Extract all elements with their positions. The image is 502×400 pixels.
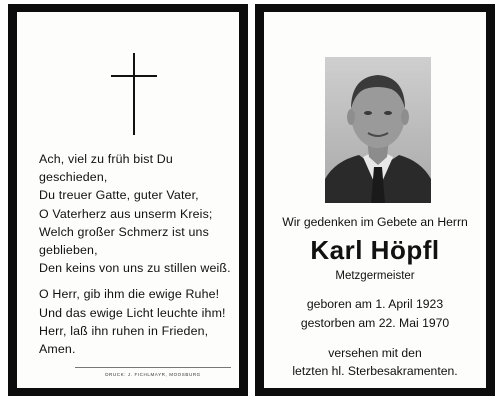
poem-line: Du treuer Gatte, guter Vater, xyxy=(39,188,199,203)
memorial-card-right xyxy=(255,4,495,396)
printer-credit: DRUCK: J. FICHLMAYR, MOOSBURG xyxy=(105,372,201,377)
poem-text xyxy=(39,150,239,358)
poem-line: O Vaterherz aus unserm Kreis; xyxy=(39,206,213,221)
portrait-photo xyxy=(325,57,431,203)
poem-line: geschieden, xyxy=(39,170,108,185)
sacraments-line-2: letzten hl. Sterbesakramenten. xyxy=(292,364,458,378)
poem-line: Den keins von uns zu stillen weiß. xyxy=(39,261,231,276)
poem-line: Ach, viel zu früh bist Du xyxy=(39,152,173,166)
birth-date: geboren am 1. April 1923 xyxy=(306,297,444,311)
cross-icon xyxy=(111,53,157,135)
death-date: gestorben am 22. Mai 1970 xyxy=(300,316,450,330)
prayer-line: Herr, laß ihn ruhen in Frieden, xyxy=(39,323,209,338)
right-panel xyxy=(264,12,486,388)
poem-line: geblieben, xyxy=(39,243,98,258)
memorial-card-left xyxy=(8,4,248,396)
left-panel xyxy=(17,12,239,388)
prayer-line: O Herr, gib ihm die ewige Ruhe! xyxy=(39,287,220,302)
divider xyxy=(75,367,231,368)
occupation: Metzgermeister xyxy=(335,270,415,282)
sacraments-line-1: versehen mit den xyxy=(328,346,422,360)
remembrance-intro: Wir gedenken im Gebete an Herrn xyxy=(282,215,468,229)
prayer-line: Amen. xyxy=(39,342,76,357)
prayer-line: Und das ewige Licht leuchte ihm! xyxy=(39,305,226,320)
poem-line: Welch großer Schmerz ist uns xyxy=(39,224,209,239)
deceased-name: Karl Höpfl xyxy=(310,235,440,265)
